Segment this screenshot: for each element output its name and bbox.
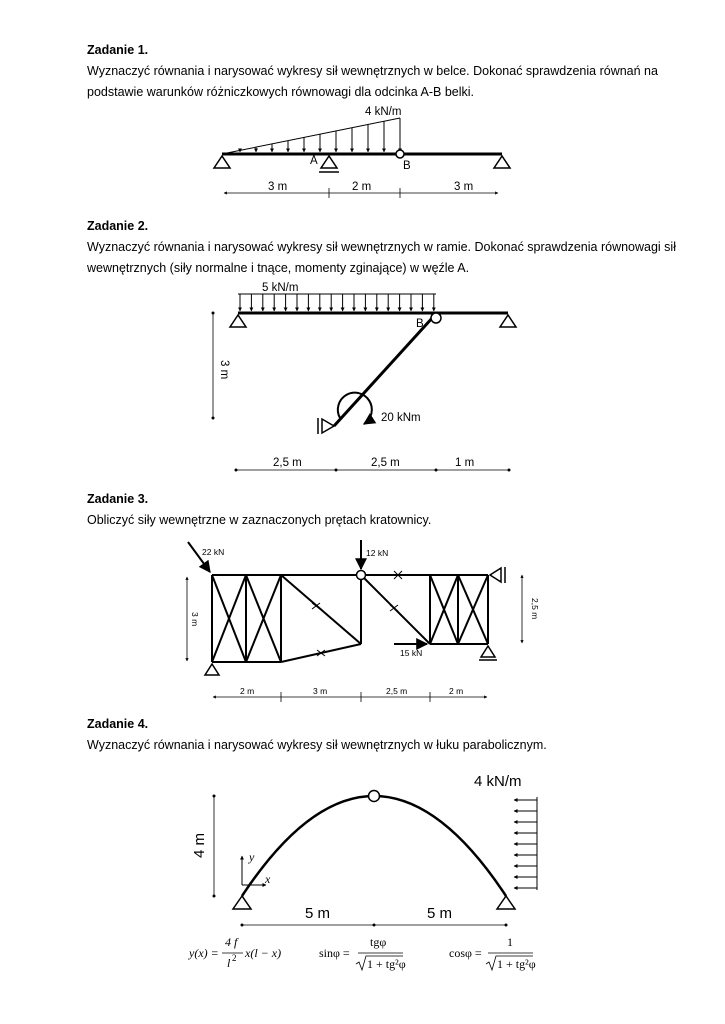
- axis-x-label: x: [265, 872, 271, 886]
- support-right-side: [490, 568, 501, 582]
- formula-y-exp: 2: [232, 953, 237, 963]
- load-arrows: [240, 294, 434, 311]
- formula-cos-num: 1: [507, 935, 513, 949]
- span-2: 3 m: [313, 686, 328, 696]
- formula-y-lhs: y(x) =: [189, 946, 219, 960]
- force-bottom-label: 15 kN: [400, 648, 423, 658]
- height-left-label: 3 m: [190, 612, 200, 627]
- task-4-text: Wyznaczyć równania i narysować wykresy sił wewnętrznych w łuku parabolicznym.: [87, 738, 547, 752]
- hinge-b: [396, 150, 404, 158]
- load-label: 5 kN/m: [262, 282, 299, 294]
- axis-y-label: y: [249, 850, 255, 864]
- height-label: 4 m: [191, 832, 208, 858]
- support-middle: [321, 156, 337, 168]
- support-left: [230, 315, 246, 327]
- support-right: [494, 156, 510, 168]
- support-right: [500, 315, 516, 327]
- support-left: [205, 664, 219, 675]
- task-4-title: Zadanie 4.: [87, 717, 149, 731]
- hinge-b: [431, 313, 441, 323]
- task-1-title: Zadanie 1.: [87, 43, 149, 57]
- support-right-bottom: [481, 646, 495, 657]
- figure-3-truss-diagram: [212, 575, 488, 662]
- parabolic-arch: [242, 796, 506, 896]
- figure-2-frame-diagram: [212, 282, 517, 472]
- load-label: 4 kN/m: [474, 773, 522, 790]
- span-1: 5 m: [305, 905, 331, 922]
- span-2: 5 m: [427, 905, 453, 922]
- formula-sin-lhs: sinφ =: [319, 946, 350, 960]
- force-top-label: 12 kN: [366, 548, 389, 558]
- formula-y-tail: x(l − x): [245, 946, 282, 960]
- span-2: 2,5 m: [371, 457, 400, 469]
- support-left: [214, 156, 230, 168]
- task-1-text: Wyznaczyć równania i narysować wykresy sił wewnętrznych w belce. Dokonać sprawdzenia równań na podstawie warunków różniczkowych równowagi dla odcinka A-B belki.: [87, 64, 658, 99]
- figure-1-beam-diagram: [214, 106, 510, 198]
- task-3-title: Zadanie 3.: [87, 492, 149, 506]
- formula-cos-den: 1 + tg²φ: [497, 957, 536, 971]
- hinge-top: [369, 791, 380, 802]
- point-a-label: A: [310, 155, 318, 167]
- span-3: 3 m: [454, 181, 474, 193]
- formula-y-num: 4 f: [225, 935, 238, 949]
- height-label: 3 m: [218, 360, 230, 380]
- span-2: 2 m: [352, 181, 372, 193]
- span-4: 2 m: [449, 686, 464, 696]
- task-2-text: Wyznaczyć równania i narysować wykresy sił wewnętrznych w ramie. Dokonać sprawdzenia równowagi sił wewnętrznych (siły normalne i tnące, momenty zginające) w węźle A.: [87, 240, 676, 275]
- formula-y-den: l: [227, 956, 231, 970]
- span-3: 2,5 m: [386, 686, 408, 696]
- span-1: 2,5 m: [273, 457, 302, 469]
- moment-arrow: [338, 393, 372, 424]
- support-left: [233, 896, 251, 909]
- load-triangle: [222, 118, 400, 154]
- span-1: 3 m: [268, 181, 288, 193]
- formulas: [188, 935, 536, 971]
- moment-label: 20 kNm: [381, 412, 421, 424]
- support-bottom: [322, 419, 334, 433]
- load-label: 4 kN/m: [365, 106, 402, 118]
- support-right: [497, 896, 515, 909]
- formula-sin-den: 1 + tg²φ: [367, 957, 406, 971]
- point-b-label: B: [403, 160, 411, 172]
- task-2-title: Zadanie 2.: [87, 219, 149, 233]
- inclined-bar: [334, 316, 434, 426]
- load-arrows: [514, 800, 537, 888]
- force-left-label: 22 kN: [202, 547, 225, 557]
- figure-4-arch-diagram: [191, 773, 537, 927]
- point-b-label: B: [416, 318, 424, 330]
- task-3-text: Obliczyć siły wewnętrzne w zaznaczonych prętach kratownicy.: [87, 513, 432, 527]
- formula-sin-num: tgφ: [370, 935, 387, 949]
- height-right-label: 2,5 m: [530, 598, 540, 620]
- hinge-top: [357, 571, 366, 580]
- span-3: 1 m: [455, 457, 475, 469]
- span-1: 2 m: [240, 686, 255, 696]
- formula-cos-lhs: cosφ =: [449, 946, 482, 960]
